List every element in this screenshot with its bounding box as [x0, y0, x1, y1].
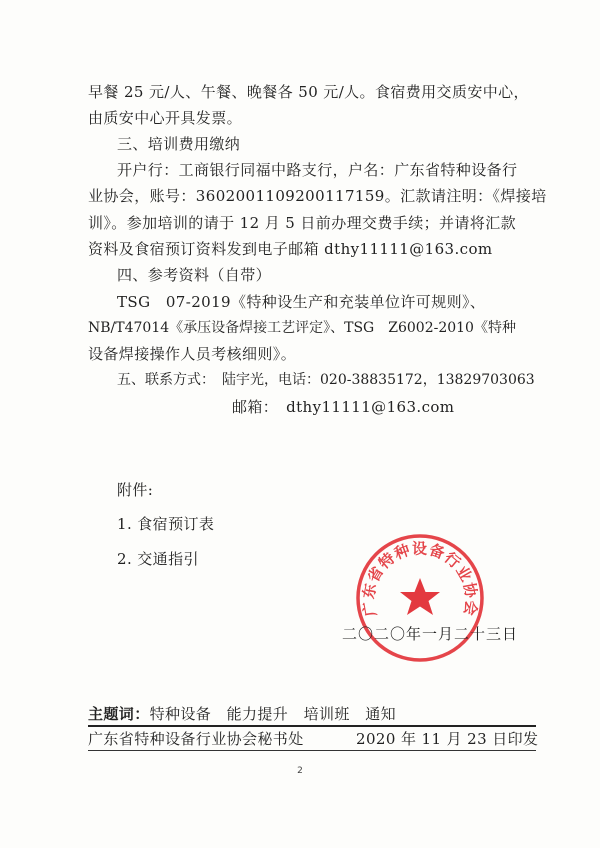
body-line-5: 业协会，账号：3602001109200117159。汇款请注明：《焊接培	[88, 187, 547, 205]
issuer: 广东省特种设备行业协会秘书处	[88, 730, 304, 748]
attachments-label: 附件:	[117, 481, 154, 499]
signature-date: 二〇二〇年一月二十三日	[342, 625, 519, 643]
keywords-values: 特种设备 能力提升 培训班 通知	[149, 705, 397, 723]
official-seal	[354, 532, 486, 664]
section-heading-4: 四、参考资料（自带）	[117, 266, 272, 284]
seal-star-icon	[400, 578, 440, 615]
keywords-row	[88, 704, 396, 724]
email-line: 邮箱： dthy11111@163.com	[232, 398, 455, 416]
attachment-item-1: 1. 食宿预订表	[117, 515, 215, 533]
body-line-1: 早餐 25 元/人、午餐、晚餐各 50 元/人。食宿费用交质安中心，	[88, 83, 529, 101]
body-line-7: 资料及食宿预订资料发到电子邮箱 dthy11111@163.com	[88, 240, 493, 258]
body-line-11: 设备焊接操作人员考核细则》。	[88, 345, 297, 363]
body-line-9: TSG 07-2019《特种设生产和充装单位许可规则》、	[117, 293, 486, 311]
footer-rule-top	[88, 725, 536, 727]
body-line-10: NB/T47014《承压设备焊接工艺评定》、TSG Z6002-2010《特种	[88, 320, 516, 336]
contact-line: 五、联系方式： 陆宇光，电话：020-38835172，13829703063	[117, 372, 535, 388]
page-number: 2	[297, 766, 303, 776]
footer-rule-bottom	[88, 750, 536, 751]
attachment-item-2: 2. 交通指引	[117, 550, 199, 568]
keywords-label: 主题词：	[88, 705, 150, 723]
section-heading-3: 三、培训费用缴纳	[117, 135, 241, 153]
body-line-2: 由质安中心开具发票。	[88, 109, 243, 127]
svg-text:广东省特种设备行业协会: 广东省特种设备行业协会	[359, 539, 481, 618]
body-line-6: 训》。参加培训的请于 12 月 5 日前办理交费手续；并请将汇款	[88, 214, 517, 232]
issue-date: 2020 年 11 月 23 日印发	[356, 730, 539, 748]
body-line-4: 开户行：工商银行同福中路支行，户名：广东省特种设备行	[117, 161, 518, 179]
